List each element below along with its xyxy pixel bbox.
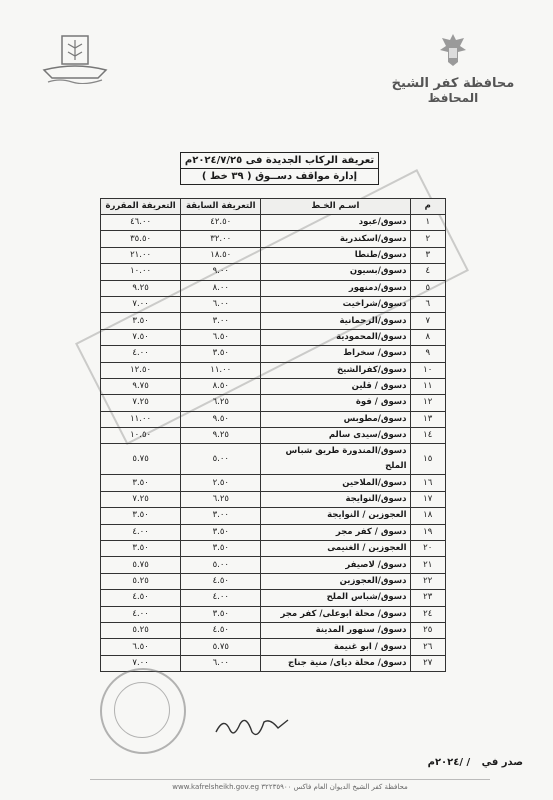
- previous-fare: ٥.٠٠: [181, 444, 261, 475]
- row-number: ١٧: [410, 491, 446, 507]
- previous-fare: ٩.٢٥: [181, 428, 261, 444]
- tariff-table: [100, 198, 446, 672]
- route-name: دسوق/المحمودية: [261, 329, 410, 345]
- previous-fare: ٣.٥٠: [181, 541, 261, 557]
- previous-fare: ٦.٠٠: [181, 655, 261, 671]
- route-name: دسوق / قلين: [261, 378, 410, 394]
- new-fare: ٥.٧٥: [101, 557, 181, 573]
- previous-fare: ٣.٠٠: [181, 313, 261, 329]
- table-row: [101, 215, 446, 231]
- route-name: دسوق/مطوبس: [261, 411, 410, 427]
- new-fare: ٧.٢٥: [101, 491, 181, 507]
- route-name: دسوق / كفر مجر: [261, 524, 410, 540]
- row-number: ٢٤: [410, 606, 446, 622]
- row-number: ١٦: [410, 475, 446, 491]
- new-fare: ١٢.٥٠: [101, 362, 181, 378]
- row-number: ٩: [410, 346, 446, 362]
- row-number: ١٢: [410, 395, 446, 411]
- col-header-new-fare: التعريفة المقررة: [101, 199, 181, 215]
- table-row: [101, 428, 446, 444]
- table-row: [101, 557, 446, 573]
- previous-fare: ٣.٥٠: [181, 524, 261, 540]
- new-fare: ٤٦.٠٠: [101, 215, 181, 231]
- table-row: [101, 395, 446, 411]
- new-fare: ٣٥.٥٠: [101, 231, 181, 247]
- route-name: دسوق/النوايجة: [261, 491, 410, 507]
- page-footer: محافظة كفر الشيخ الديوان العام فاكس ٣٢٢٣٥٩٠٠ www.kafrelsheikh.gov.eg: [90, 779, 490, 791]
- new-fare: ١٠.٥٠: [101, 428, 181, 444]
- governorate-header: [383, 30, 523, 105]
- row-number: ١٤: [410, 428, 446, 444]
- route-name: دسوق/بسيون: [261, 264, 410, 280]
- route-name: دسوق/سيدى سالم: [261, 428, 410, 444]
- new-fare: ٤.٠٠: [101, 606, 181, 622]
- previous-fare: ٣.٥٠: [181, 346, 261, 362]
- route-name: دسوق/الملاحين: [261, 475, 410, 491]
- row-number: ٥: [410, 280, 446, 296]
- route-name: دسوق/اسكندرية: [261, 231, 410, 247]
- governor-title: المحافظ: [427, 91, 479, 105]
- row-number: ٢٥: [410, 622, 446, 638]
- row-number: ٢: [410, 231, 446, 247]
- row-number: ٣: [410, 247, 446, 263]
- row-number: ٨: [410, 329, 446, 345]
- table-row: [101, 264, 446, 280]
- tariff-title-box: [180, 152, 379, 185]
- previous-fare: ٤.٥٠: [181, 573, 261, 589]
- row-number: ٢١: [410, 557, 446, 573]
- route-name: دسوق/ سخراط: [261, 346, 410, 362]
- previous-fare: ٨.٠٠: [181, 280, 261, 296]
- issued-label: صدر في: [481, 757, 523, 768]
- table-row: [101, 590, 446, 606]
- previous-fare: ٦.٢٥: [181, 395, 261, 411]
- table-row: [101, 247, 446, 263]
- previous-fare: ٥.٧٥: [181, 639, 261, 655]
- col-header-number: م: [410, 199, 446, 215]
- previous-fare: ٩.٥٠: [181, 411, 261, 427]
- new-fare: ٧.٠٠: [101, 296, 181, 312]
- new-fare: ٤.٥٠: [101, 590, 181, 606]
- table-row: [101, 378, 446, 394]
- table-row: [101, 280, 446, 296]
- new-fare: ٤.٠٠: [101, 346, 181, 362]
- issued-on: [420, 757, 523, 768]
- new-fare: ٦.٥٠: [101, 639, 181, 655]
- table-row: [101, 606, 446, 622]
- previous-fare: ٦.٥٠: [181, 329, 261, 345]
- route-name: دسوق/ سنهور المدينة: [261, 622, 410, 638]
- new-fare: ٢١.٠٠: [101, 247, 181, 263]
- table-row: [101, 296, 446, 312]
- row-number: ١: [410, 215, 446, 231]
- new-fare: ٣.٥٠: [101, 313, 181, 329]
- route-name: العجوزين / النوايجة: [261, 508, 410, 524]
- row-number: ١٥: [410, 444, 446, 475]
- route-name: دسوق/شراخيت: [261, 296, 410, 312]
- route-name: دسوق/العجوزين: [261, 573, 410, 589]
- previous-fare: ٤.٥٠: [181, 622, 261, 638]
- table-row: [101, 346, 446, 362]
- new-fare: ٥.٢٥: [101, 622, 181, 638]
- new-fare: ١١.٠٠: [101, 411, 181, 427]
- egypt-eagle-emblem-icon: [436, 30, 470, 70]
- route-name: العجوزين / الغنيمى: [261, 541, 410, 557]
- row-number: ١١: [410, 378, 446, 394]
- col-header-previous-fare: التعريفة السابقة: [181, 199, 261, 215]
- new-fare: ٥.٧٥: [101, 444, 181, 475]
- route-name: دسوق/ لاصيفر: [261, 557, 410, 573]
- table-row: [101, 313, 446, 329]
- table-row: [101, 541, 446, 557]
- tariff-title: تعريفة الركاب الجديدة فى ٢٠٢٤/٧/٢٥م: [184, 155, 375, 166]
- row-number: ٢٢: [410, 573, 446, 589]
- signature-mark: [212, 712, 292, 742]
- row-number: ٢٧: [410, 655, 446, 671]
- row-number: ٦: [410, 296, 446, 312]
- row-number: ٢٦: [410, 639, 446, 655]
- row-number: ١٩: [410, 524, 446, 540]
- row-number: ١٠: [410, 362, 446, 378]
- route-name: دسوق / ابو غنيمة: [261, 639, 410, 655]
- row-number: ١٣: [410, 411, 446, 427]
- col-header-line: اسـم الخـط: [261, 199, 410, 215]
- table-row: [101, 491, 446, 507]
- table-row: [101, 508, 446, 524]
- route-name: دسوق/دمنهور: [261, 280, 410, 296]
- table-header-row: [101, 199, 446, 215]
- route-name: دسوق/كفرالشيخ: [261, 362, 410, 378]
- table-row: [101, 573, 446, 589]
- new-fare: ٣.٥٠: [101, 541, 181, 557]
- previous-fare: ٢.٥٠: [181, 475, 261, 491]
- previous-fare: ٣٢.٠٠: [181, 231, 261, 247]
- row-number: ٢٣: [410, 590, 446, 606]
- table-row: [101, 329, 446, 345]
- route-name: دسوق/عبود: [261, 215, 410, 231]
- previous-fare: ١٨.٥٠: [181, 247, 261, 263]
- previous-fare: ٦.٢٥: [181, 491, 261, 507]
- row-number: ٧: [410, 313, 446, 329]
- new-fare: ٧.٢٥: [101, 395, 181, 411]
- previous-fare: ٣.٥٠: [181, 606, 261, 622]
- previous-fare: ٨.٥٠: [181, 378, 261, 394]
- new-fare: ٩.٢٥: [101, 280, 181, 296]
- previous-fare: ٩.٠٠: [181, 264, 261, 280]
- row-number: ٤: [410, 264, 446, 280]
- previous-fare: ٣.٠٠: [181, 508, 261, 524]
- table-row: [101, 475, 446, 491]
- route-name: دسوق/ محلة ابوعلى/ كفر مجر: [261, 606, 410, 622]
- new-fare: ٧.٥٠: [101, 329, 181, 345]
- new-fare: ٣.٥٠: [101, 475, 181, 491]
- table-row: [101, 524, 446, 540]
- governorate-name: محافظة كفر الشيخ: [391, 76, 515, 91]
- new-fare: ١٠.٠٠: [101, 264, 181, 280]
- new-fare: ٤.٠٠: [101, 524, 181, 540]
- row-number: ٢٠: [410, 541, 446, 557]
- route-name: دسوق/الرحمانية: [261, 313, 410, 329]
- official-seal: [100, 668, 186, 754]
- previous-fare: ٥.٠٠: [181, 557, 261, 573]
- table-row: [101, 411, 446, 427]
- previous-fare: ٦.٠٠: [181, 296, 261, 312]
- kafr-elsheikh-logo-icon: [40, 34, 110, 84]
- new-fare: ٩.٧٥: [101, 378, 181, 394]
- route-name: دسوق/المندورة طريق شباس الملح: [261, 444, 410, 475]
- table-row: [101, 362, 446, 378]
- route-name: دسوق / فوة: [261, 395, 410, 411]
- table-row: [101, 639, 446, 655]
- route-name: دسوق/شباس الملح: [261, 590, 410, 606]
- department-subtitle: إدارة مواقف دســوق ( ٣٩ خط ): [181, 168, 378, 184]
- table-row: [101, 622, 446, 638]
- table-row: [101, 231, 446, 247]
- table-row: [101, 444, 446, 475]
- seal-inner-ring: [114, 682, 170, 738]
- previous-fare: ١١.٠٠: [181, 362, 261, 378]
- previous-fare: ٤٢.٥٠: [181, 215, 261, 231]
- new-fare: ٥.٢٥: [101, 573, 181, 589]
- route-name: دسوق/ محلة دياى/ منية جناج: [261, 655, 410, 671]
- new-fare: ٧.٠٠: [101, 655, 181, 671]
- new-fare: ٣.٥٠: [101, 508, 181, 524]
- route-name: دسوق/طنطا: [261, 247, 410, 263]
- issued-date: / /٢٠٢٤م: [427, 757, 471, 768]
- previous-fare: ٤.٠٠: [181, 590, 261, 606]
- row-number: ١٨: [410, 508, 446, 524]
